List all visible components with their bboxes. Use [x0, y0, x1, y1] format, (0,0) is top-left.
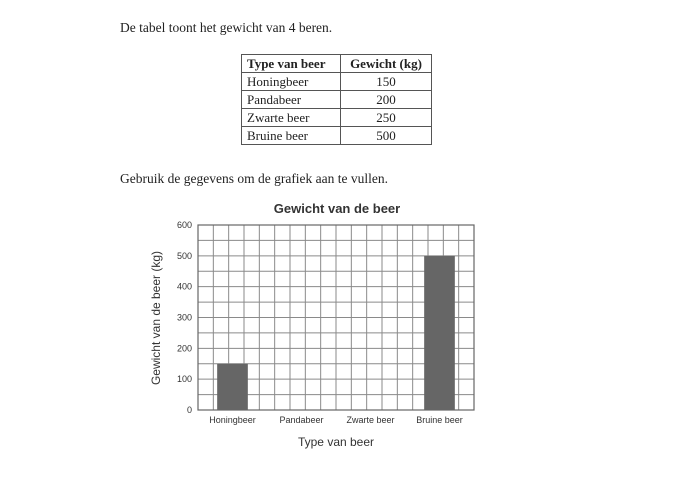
x-axis-label: Type van beer [297, 435, 375, 449]
table-header-weight: Gewicht (kg) [341, 55, 432, 73]
instruction-text: Gebruik de gegevens om de grafiek aan te vullen. [120, 171, 389, 186]
x-tick-label: Honingbeer [209, 415, 256, 425]
x-tick-label: Zwarte beer [346, 415, 395, 425]
y-tick-label: 300 [176, 312, 192, 323]
x-tick-labels [209, 415, 463, 425]
table-cell-type: Pandabeer [242, 91, 341, 109]
table-cell-type: Zwarte beer [242, 109, 341, 127]
y-tick-label: 500 [176, 250, 192, 261]
y-tick-label: 100 [176, 374, 192, 385]
y-axis-label: Gewicht van de beer (kg) [149, 250, 163, 386]
bar [217, 364, 248, 410]
table-cell-type: Bruine beer [242, 127, 341, 145]
intro-text: De tabel toont het gewicht van 4 beren. [120, 20, 333, 35]
table-cell-weight: 200 [341, 91, 432, 109]
y-tick-label: 600 [176, 220, 192, 230]
bar [424, 256, 455, 410]
x-tick-label: Bruine beer [416, 415, 463, 425]
table-cell-weight: 500 [341, 127, 432, 145]
table-cell-weight: 250 [341, 109, 432, 127]
table-cell-type: Honingbeer [242, 73, 341, 91]
y-tick-label: 0 [186, 405, 192, 415]
chart-title: Gewicht van de beer [273, 201, 401, 216]
table-cell-weight: 150 [341, 73, 432, 91]
x-tick-label: Pandabeer [279, 415, 324, 425]
y-tick-labels [177, 220, 192, 415]
y-tick-label: 400 [176, 281, 192, 292]
table-header-type: Type van beer [242, 55, 341, 73]
y-tick-label: 200 [176, 343, 192, 354]
